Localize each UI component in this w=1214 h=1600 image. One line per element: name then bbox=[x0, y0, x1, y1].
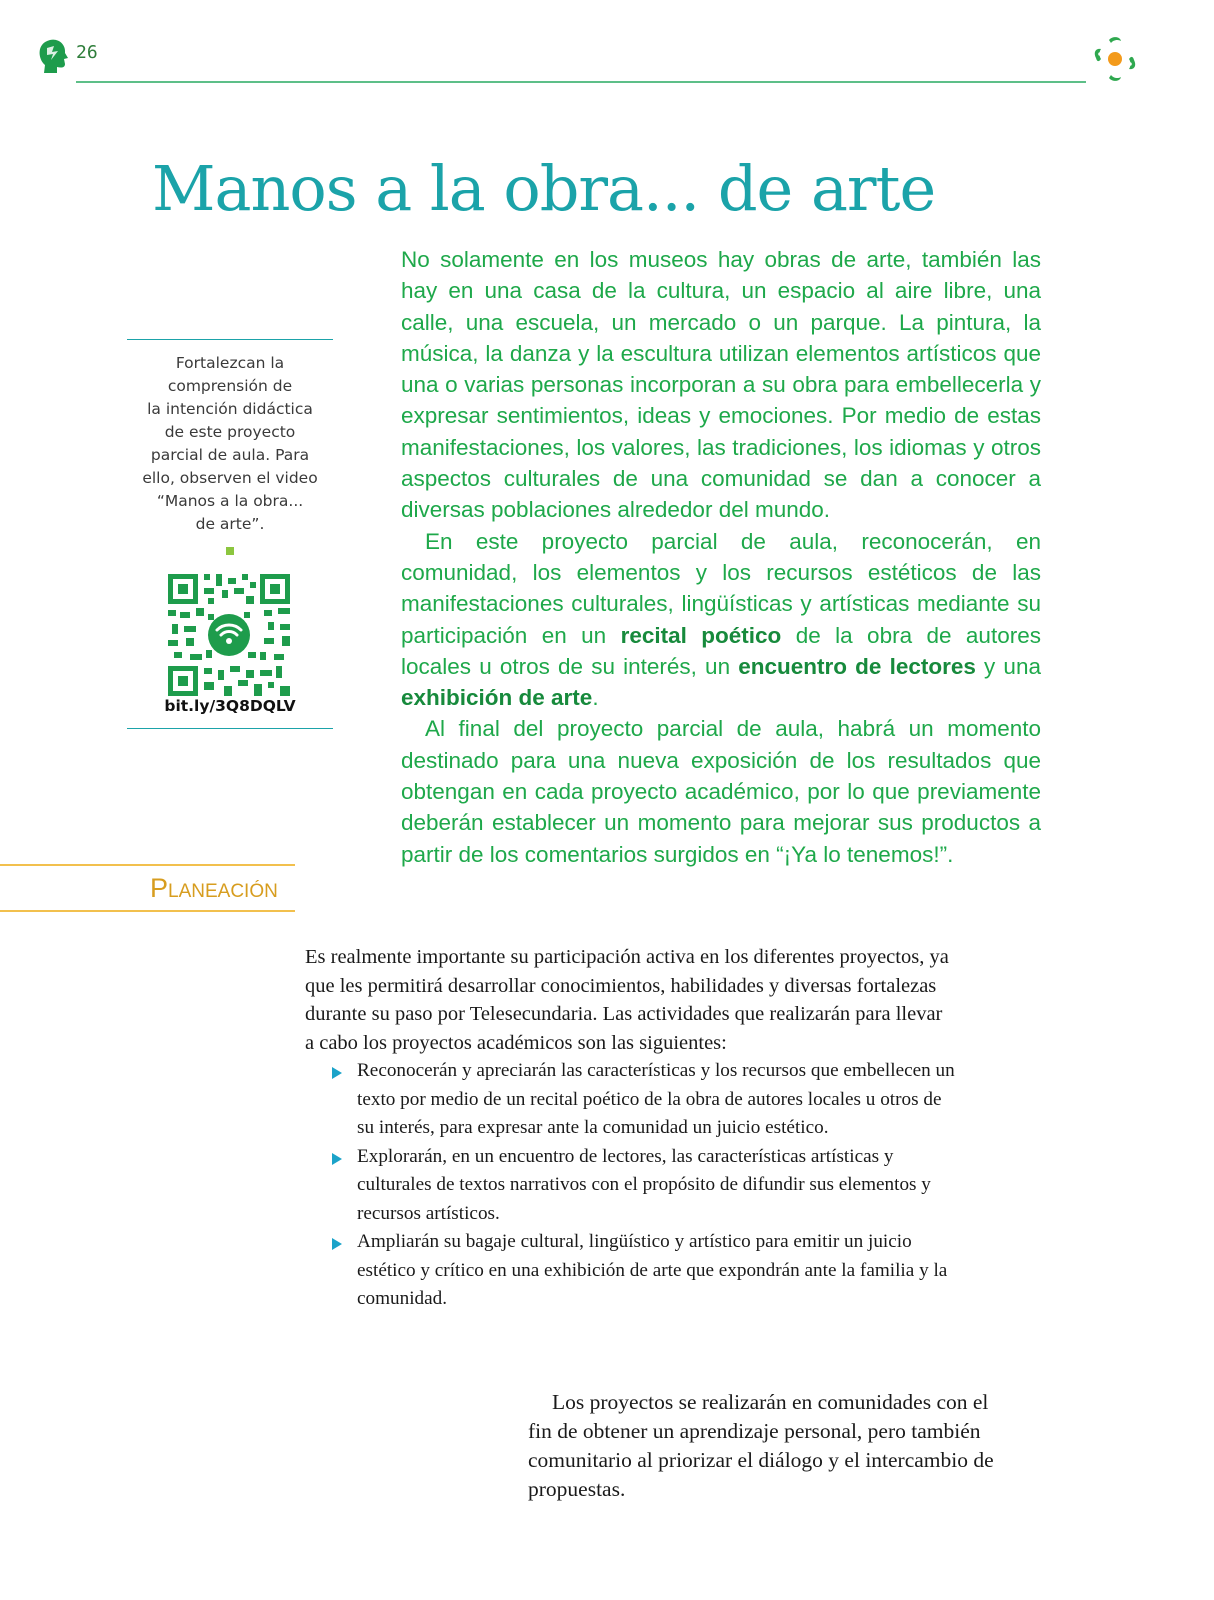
highlight-recital-poetico: recital poético bbox=[620, 622, 782, 648]
list-item-text: Reconocerán y apreciarán las características y los recursos que embellecen un texto por medio de un recital poético de la obra de autores locales u otros de su interés, para expresar ante la comunidad un juicio estético. bbox=[357, 1060, 955, 1138]
list-item bbox=[357, 1057, 955, 1143]
triangle-bullet-icon bbox=[332, 1153, 342, 1165]
sidebar-line: ello, observen el video bbox=[142, 469, 318, 487]
intro-paragraph-3: Al final del proyecto parcial de aula, habrá un momento destinado para una nueva exposición de los resultados que obtengan en cada proyecto académico, por lo que previamente deberán establecer un momento para mejorar sus productos a partir de los comentarios surgidos en “¡Ya lo tenemos!”. bbox=[401, 716, 1041, 867]
list-item bbox=[357, 1228, 955, 1314]
sidebar-text bbox=[127, 352, 333, 536]
sidebar-line: la intención didáctica bbox=[147, 400, 313, 418]
section-rule-bottom bbox=[0, 910, 295, 912]
highlight-encuentro-de-lectores: encuentro de lectores bbox=[738, 653, 976, 679]
header-rule bbox=[76, 81, 1086, 83]
green-head-profile-icon bbox=[38, 38, 68, 74]
sidebar-line: “Manos a la obra... bbox=[156, 492, 304, 510]
sidebar-line: de arte”. bbox=[195, 515, 265, 533]
page-title: Manos a la obra... de arte bbox=[152, 152, 936, 225]
qr-code-with-wifi-icon[interactable] bbox=[168, 574, 290, 696]
decorative-square bbox=[226, 547, 234, 555]
planning-intro: Es realmente importante su participación activa en los diferentes proyectos, ya que les permitirá desarrollar conocimientos, habilidades y diversas fortalezas durante su paso por Telesecundaria. Las actividades que realizarán para llevar a cabo los proyectos académicos son las siguientes: bbox=[305, 946, 949, 1054]
sidebar-line: comprensión de bbox=[167, 377, 293, 395]
sidebar-line: parcial de aula. Para bbox=[150, 446, 310, 464]
intro-p2-text-c: y una bbox=[984, 653, 1041, 679]
intro-p2-text-d: . bbox=[592, 685, 599, 711]
list-item bbox=[357, 1143, 955, 1229]
intro-p2-text-b: de la obra de autores locales u otros de su interés, un bbox=[401, 622, 1041, 679]
sidebar-line: Fortalezcan la bbox=[175, 354, 285, 372]
green-orange-circular-emblem-icon bbox=[1090, 34, 1140, 84]
video-link[interactable]: bit.ly/3Q8DQLV bbox=[164, 697, 296, 715]
page-number: 26 bbox=[76, 42, 98, 63]
intro-paragraph-1: No solamente en los museos hay obras de arte, también las hay en una casa de la cultura, un espacio al aire libre, una calle, una escuela, un mercado o un parque. La pintura, la música, la danza y la escultura utilizan elementos artísticos que una o varias personas incorporan a su obra para embellecerla y expresar sentimientos, ideas y emociones. Por medio de estas manifestaciones, los valores, las tradiciones, los idiomas y otros aspectos culturales de una comunidad se dan a conocer a diversas poblaciones alrededor del mundo. bbox=[401, 247, 1041, 523]
list-item-text: Explorarán, en un encuentro de lectores, las características artísticas y culturales de textos narrativos con el propósito de difundir sus elementos y recursos artísticos. bbox=[357, 1145, 931, 1224]
sidebar-line: de este proyecto bbox=[164, 423, 296, 441]
section-heading-planeacion: Planeación bbox=[150, 873, 278, 903]
intro-paragraph-2 bbox=[401, 526, 1041, 714]
intro-text bbox=[401, 244, 1041, 870]
closing-paragraph: Los proyectos se realizarán en comunidades con el fin de obtener un aprendizaje personal, pero también comunitario al priorizar el diálogo y el intercambio de propuestas. bbox=[528, 1390, 994, 1501]
triangle-bullet-icon bbox=[332, 1238, 342, 1250]
list-item-text: Ampliarán su bagaje cultural, lingüístico y artístico para emitir un juicio estético y crítico en una exhibición de arte que expondrán ante la familia y la comunidad. bbox=[357, 1231, 948, 1309]
triangle-bullet-icon bbox=[332, 1067, 342, 1079]
section-rule-top bbox=[0, 864, 295, 866]
intro-p2-text-a: En este proyecto parcial de aula, reconocerán, en comunidad, los elementos y los recursos estéticos de las manifestaciones culturales, lingüísticas y artísticas mediante su participación en un bbox=[401, 528, 1041, 648]
highlight-exhibicion-de-arte: exhibición de arte bbox=[401, 685, 593, 711]
activity-list bbox=[305, 1057, 955, 1314]
video-sidebar bbox=[127, 339, 333, 729]
planning-section bbox=[305, 943, 955, 1314]
